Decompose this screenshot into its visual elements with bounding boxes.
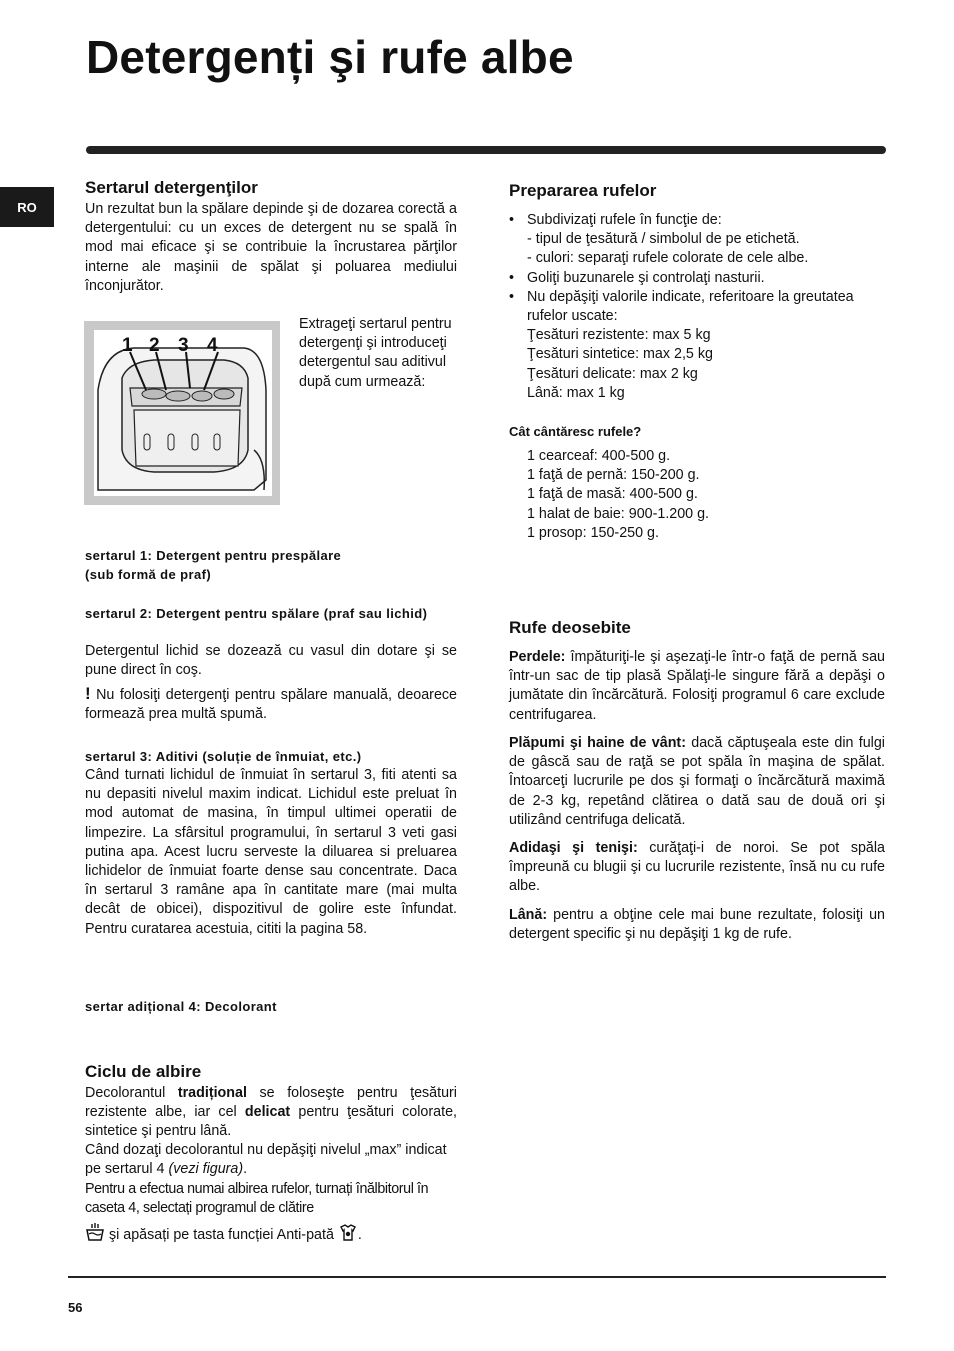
page-number: 56 <box>68 1300 83 1315</box>
weigh-heading: Cât cântăresc rufele? <box>509 424 642 439</box>
section-heading-rufe: Rufe deosebite <box>509 618 631 637</box>
preparare-list <box>509 211 885 403</box>
warning-icon: ! <box>85 684 91 703</box>
drawer-2-warning-text: Nu folosiţi detergenţi pentru spălare manuală, deoarece formează prea multă spumă. <box>85 687 457 723</box>
ciclu-paragraph-2: Când dozaţi decolorantul nu depăşiţi nivelul „max” indicat pe sertarul 4 (vezi figura). <box>85 1142 447 1178</box>
figure-caption: Extrageţi sertarul pentru detergenţi şi introduceţi detergentul sau aditivul după cum urmează: <box>299 316 452 390</box>
list-item: • Nu depăşiţi valorile indicate, referitoare la greutatea rufelor uscate: Ţesături rezistente: max 5 kg Ţesături sintetice: max 2,5 kg Ţesături delicate: max 2 kg Lână: max 1 kg <box>509 288 885 403</box>
drawer-number-1: 1 <box>122 335 133 356</box>
list-item: 1 prosop: 150-250 g. <box>527 524 659 541</box>
drawer-3-text: Când turnati lichidul de înmuiat în sertarul 3, fiti atenti sa nu depasiti nivelul maxim indicat. Lichidul este preluat în mod automat de masina, în timpul ultimei operatii de limpezire. La sfârsitul programului, în sertarul 3 veti gasi putina apa. Acest lucru serveste la diluarea si preluarea lichidelor de înmuiat foarte dense sau concentrate. Daca în sertarul 3 ramâne apa în cantitate mare (mai multa decât de obicei), dispozitivul de golire este înfundat. Pentru curatarea acestuia, cititi la pagina 58. <box>85 767 457 937</box>
ciclu-paragraph-4: şi apăsați pe tasta funcției Anti-pată . <box>85 1222 457 1245</box>
rufe-plapumi: Plăpumi şi haine de vânt: dacă căptuşeala este din fulgi de gâscă sau de raţă se pot spăla în maşina de spălat. Întoarceţi lucrurile pe dos şi formaţi o încărcătură maximă de 2-3 kg, repetând clătirea o dată sau de două ori şi utilizând centrifuga delicată. <box>509 735 885 828</box>
list-item: 1 halat de baie: 900-1.200 g. <box>527 505 710 522</box>
rufe-perdele: Perdele: împăturiţi-le şi aşezaţi-le într-o faţă de pernă sau într-un sac de tip plasă Spălaţi-le singure fără a depăşi o jumătate din încărcătură. Folosiţi programul 6 care exclude centrifugarea. <box>509 649 885 723</box>
language-tab: RO <box>0 187 54 227</box>
sertarul-intro: Un rezultat bun la spălare depinde şi de dozarea corectă a detergentului: cu un exces de detergent nu se spală în mod mai eficace şi se contribuie la încrustarea părţilor interne ale maşinii de spălat şi poluarea mediului înconjurător. <box>85 201 457 294</box>
list-item: • Goliţi buzunarele şi controlaţi nasturii. <box>509 269 885 288</box>
drawer-4-label: sertar adițional 4: Decolorant <box>85 999 277 1014</box>
drawer-1-label-2: (sub formă de praf) <box>85 567 212 582</box>
footer-divider <box>68 1276 886 1278</box>
page-title: Detergenți şi rufe albe <box>86 31 574 83</box>
section-heading-sertarul: Sertarul detergenţilor <box>85 178 258 197</box>
list-item: • Subdivizaţi rufele în funcţie de: - tipul de ţesătură / simbolul de pe etichetă. - culori: separaţi rufele colorate de cele albe. <box>509 211 885 269</box>
drawer-3-label: sertarul 3: Aditivi (soluție de înmuiat, etc.) <box>85 749 362 764</box>
list-item: 1 faţă de masă: 400-500 g. <box>527 486 698 503</box>
drawer-2-label: sertarul 2: Detergent pentru spălare (praf sau lichid) <box>85 606 428 621</box>
drawer-number-3: 3 <box>178 335 189 356</box>
ciclu-paragraph-3: Pentru a efectua numai albirea rufelor, turnați înălbitorul în caseta 4, selectați programul de clătire <box>85 1181 429 1217</box>
drawer-1-label: sertarul 1: Detergent pentru prespălare <box>85 548 342 563</box>
rufe-adidasi: Adidaşi şi tenişi: curăţaţi-i de noroi. Se pot spăla împreună cu blugii şi cu lucrurile rezistente, însă nu cu rufe albe. <box>509 840 885 895</box>
list-item: 1 faţă de pernă: 150-200 g. <box>527 467 700 484</box>
ciclu-paragraph-1: Decolorantul tradițional se foloseşte pentru ţesături rezistente albe, iar cel delicat pentru ţesături colorate, sintetice şi pentru lână. <box>85 1085 457 1140</box>
drawer-2-text: Detergentul lichid se dozează cu vasul din dotare şi se pune direct în coş. <box>85 643 457 679</box>
detergent-drawer-figure <box>84 321 280 505</box>
drawer-number-2: 2 <box>149 335 160 356</box>
section-heading-preparare: Prepararea rufelor <box>509 181 657 200</box>
weights-list <box>509 447 903 543</box>
header-divider <box>86 146 886 154</box>
list-item: 1 cearceaf: 400-500 g. <box>527 448 671 464</box>
drawer-number-4: 4 <box>207 335 218 356</box>
section-heading-ciclu: Ciclu de albire <box>85 1062 202 1081</box>
anti-stain-icon <box>338 1222 358 1242</box>
rinse-program-icon <box>85 1222 105 1242</box>
detergent-drawer-illustration <box>94 330 272 496</box>
rufe-lana: Lână: pentru a obţine cele mai bune rezultate, folosiţi un detergent specific şi nu depăşiţi 1 kg de rufe. <box>509 907 885 943</box>
drawer-2-warning <box>85 684 457 724</box>
